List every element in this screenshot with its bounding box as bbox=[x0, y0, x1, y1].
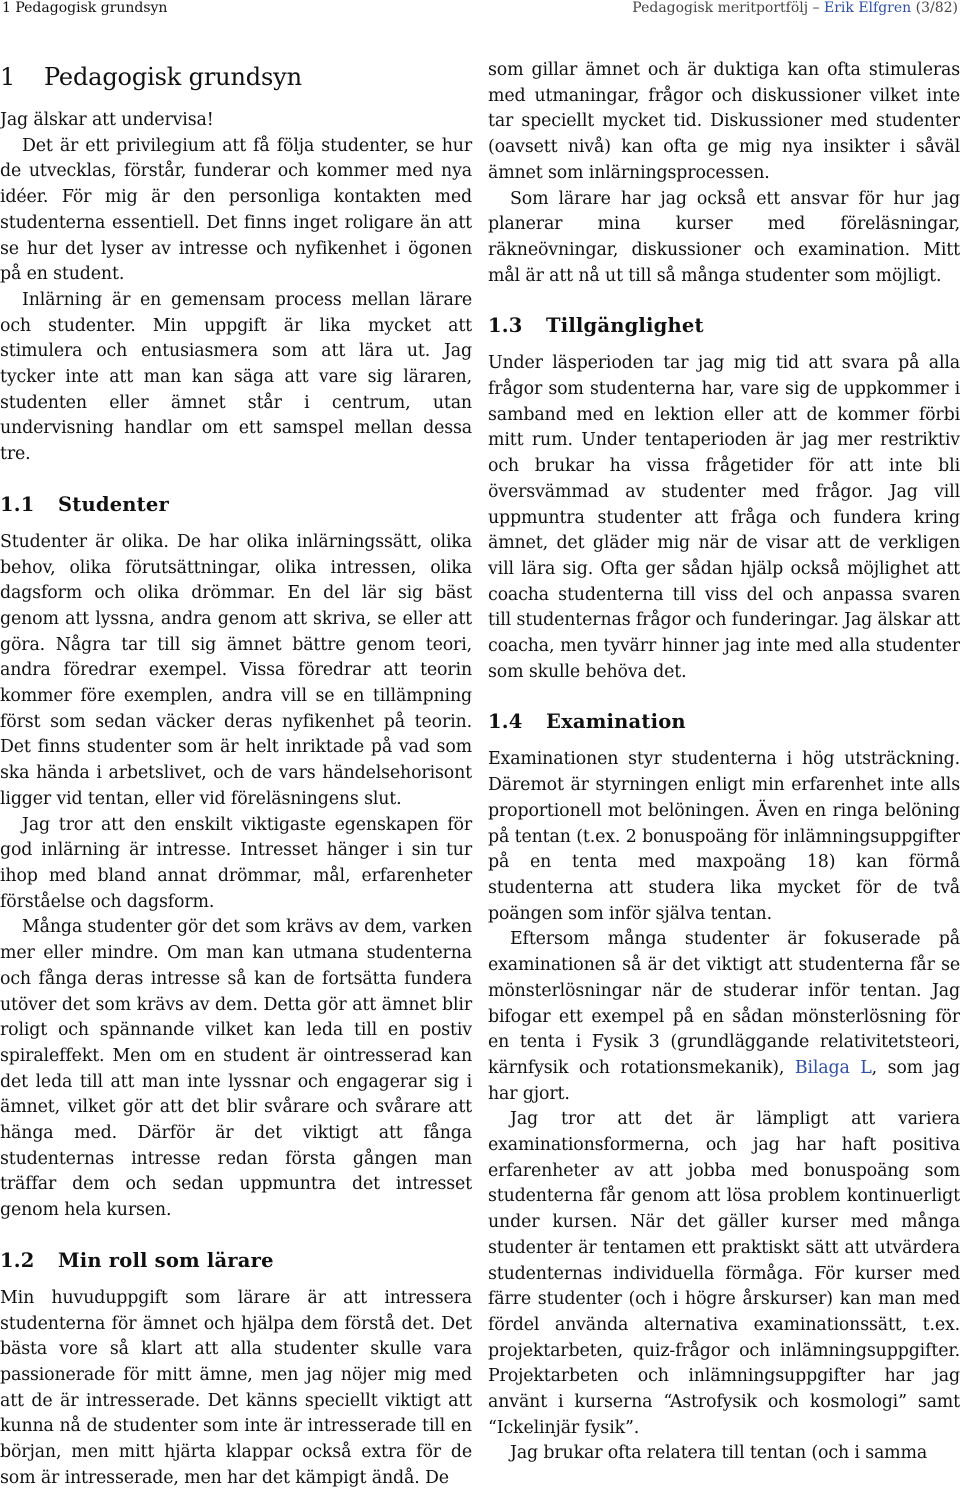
bilaga-l-link[interactable]: Bilaga L bbox=[794, 1057, 872, 1078]
section-title: Studenter bbox=[58, 492, 169, 516]
left-column bbox=[0, 56, 472, 1491]
section-paragraph: Min huvuduppgift som lärare är att intressera studenterna för ämnet och hjälpa dem förstå det. Det bästa vore så klart att alla studenter skulle vara passionerade för mitt ämne, men jag nöjer mig med att de är intresserade. Det känns speciellt viktigt att kunna nå de studenter som inte är intresserade till en början, men mitt hjärta klappar också extra för de som är intresserade, men har det kämpigt ändå. De bbox=[0, 1287, 472, 1488]
header-portfolio-title: Pedagogisk meritportfölj – bbox=[632, 0, 825, 16]
section-heading-examination bbox=[488, 709, 960, 735]
chapter-heading bbox=[0, 60, 472, 94]
intro-paragraph: Jag älskar att undervisa! bbox=[0, 110, 214, 130]
right-column bbox=[488, 58, 960, 1467]
header-page-count: (3/82) bbox=[911, 0, 958, 16]
section-paragraph: Under läsperioden tar jag mig tid att svara på alla frågor som studenterna har, vare sig de uppkommer i samband med en lektion eller att de kommer förbi mitt rum. Under tentaperioden är jag mer restriktiv och brukar ha vissa frågetider för att inte bli översvämmad av studenter med frågor. Jag vill uppmuntra studenter att fråga och fundera kring ämnet, det gläder mig när de visar att de verkligen vill lära sig. Ofta ger sådan hjälp också möjlighet att coacha studenterna till viss del och anpassa svaren till studenternas frågor och funderingar. Jag älskar att coacha, men tyvärr hinner jag inte med alla studenter som skulle behöva det. bbox=[488, 353, 960, 682]
section-paragraph: Jag brukar ofta relatera till tentan (och i samma bbox=[510, 1443, 928, 1464]
header-author-link[interactable]: Erik Elfgren bbox=[824, 0, 912, 16]
section-heading-studenter bbox=[0, 492, 472, 518]
section-number: 1.3 bbox=[488, 314, 523, 338]
section-number: 1.4 bbox=[488, 710, 523, 734]
section-title: Tillgänglighet bbox=[546, 314, 704, 338]
header-document-info bbox=[632, 0, 958, 16]
header-chapter: 1 Pedagogisk grundsyn bbox=[2, 0, 168, 16]
section-paragraph: Studenter är olika. De har olika inlärningssätt, olika behov, olika förutsättningar, olika intressen, olika dagsform och olika drömmar. En del lär sig bäst genom att lyssna, andra genom att skriva, se eller att göra. Några tar till sig ämnet bättre genom teori, andra föredrar exempel. Vissa föredrar att teorin kommer före exemplen, andra vill se en tillämpning först som sedan väcker deras nyfikenhet på teorin. Det finns studenter som är helt inriktade på vad som ska hända i arbetslivet, och de vars händelsehorisont ligger vid tentan, eller vid föreläsningens slut. bbox=[0, 531, 472, 809]
running-header bbox=[0, 0, 960, 18]
section-paragraph: Jag tror att det är lämpligt att variera examinationsformerna, och jag har haft positiva erfarenheter av att jobba med bonuspoäng som studenterna får genom att lösa problem kontinuerligt under kursen. När det gäller kurser med många studenter är tentamen ett praktiskt sätt att utvärdera studenternas individuella förmåga. För kurser med färre studenter (och i högre årskurser) kan man med fördel använda alternativa examinationssätt, t.ex. projektarbeten, quiz-frågor och inlämningsuppgifter. Projektarbeten och inlämningsuppgifter har jag använt i kurserna “Astrofysik och kosmologi” samt “Ickelinjär fysik”. bbox=[488, 1109, 960, 1438]
section-heading-min-roll bbox=[0, 1248, 472, 1274]
section-paragraph: Examinationen styr studenterna i hög utsträckning. Däremot är styrningen enligt min erfarenhet inte alls proportionell mot belöningen. Även en ringa belöning på tentan (t.ex. 2 bonuspoäng för inlämningsuppgifter på en tenta med maxpoäng 18) kan förmå studenterna att studera lika mycket för de två poängen som inför själva tentan. bbox=[488, 749, 960, 924]
section-paragraph bbox=[488, 927, 960, 1107]
section-title: Min roll som lärare bbox=[58, 1248, 274, 1272]
section-number: 1.2 bbox=[0, 1248, 35, 1272]
section-paragraph: Jag tror att den enskilt viktigaste egenskapen för god inlärning är intresse. Intresset hänger i sin tur ihop med bland annat drömmar, mål, erfarenheter förståelse och dagsform. bbox=[0, 814, 472, 912]
intro-paragraph: Inlärning är en gemensam process mellan lärare och studenter. Min uppgift är lika mycket att stimulera och entusiasmera som att lära ut. Jag tycker inte att man kan säga att vare sig läraren, studenten eller ämnet står i centrum, utan undervisning handlar om ett samspel mellan dessa tre. bbox=[0, 289, 472, 465]
paragraph-text: , som jag har gjort. bbox=[488, 1057, 960, 1104]
paragraph-text: Eftersom många studenter är fokuserade på examinationen så är det viktigt att studenterna får se mönsterlösningar när de studerar inför tentan. Jag bifogar ett exempel på en sådan mönsterlösning för en tenta i Fysik 3 (grundläggande relativitetsteori, kärnfysik och rotationsmekanik), bbox=[488, 929, 960, 1078]
section-title: Examination bbox=[546, 710, 686, 734]
section-number: 1.1 bbox=[0, 492, 35, 516]
chapter-number: 1 bbox=[0, 63, 16, 91]
continued-paragraph: som gillar ämnet och är duktiga kan ofta stimuleras med utmaningar, frågor och diskussioner vilket inte tar speciellt mycket tid. Diskussioner med studenter (oavsett nivå) kan ofta ge mig nya insikter i såväl ämnet som inlärningsprocessen. bbox=[488, 60, 960, 183]
section-paragraph: Som lärare har jag också ett ansvar för hur jag planerar mina kurser med föreläsningar, räkneövningar, diskussioner och examination. Mitt mål är att nå ut till så många studenter som möjligt. bbox=[488, 188, 960, 286]
intro-paragraph: Det är ett privilegium att få följa studenter, se hur de utvecklas, förstår, funderar och kommer med nya idéer. För mig är den personliga kontakten med studenterna essentiell. Det finns inget roligare än att se hur det lyser av intresse och nyfikenhet i ögonen på en student. bbox=[0, 135, 472, 285]
chapter-title: Pedagogisk grundsyn bbox=[44, 63, 302, 91]
section-paragraph: Många studenter gör det som krävs av dem, varken mer eller mindre. Om man kan utmana studenterna och fånga deras intresse så kan de fortsätta fundera utöver det som krävs av dem. Detta gör att ämnet blir roligt och spännande vilket kan leda till en postiv spiraleffekt. Men om en student är ointresserad kan det leda till att man inte lyssnar och engagerar sig i ämnet, vilket gör att det blir svårare och svårare att hänga med. Därför är det viktigt att fånga studenternas intresse redan första gången man träffar dem och sedan uppmuntra det intresset genom hela kursen. bbox=[0, 917, 472, 1221]
section-heading-tillganglighet bbox=[488, 313, 960, 339]
